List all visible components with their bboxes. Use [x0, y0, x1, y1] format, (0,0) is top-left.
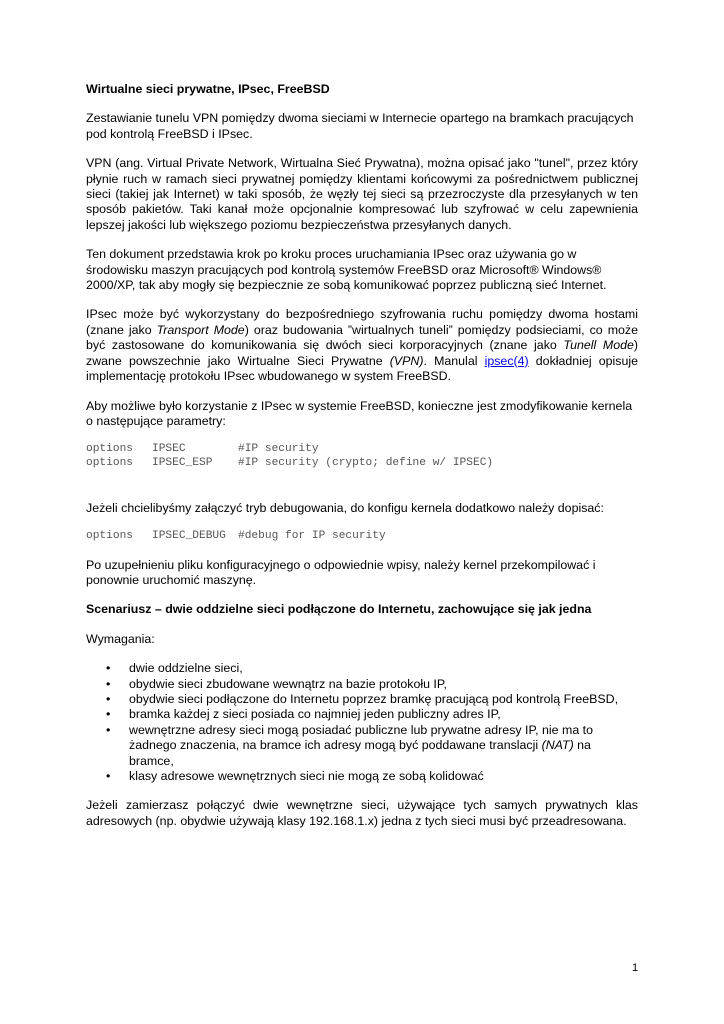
- tunnel-mode-term: Tunell Mode: [563, 338, 634, 353]
- list-item: • dwie oddzielne sieci,: [86, 661, 638, 676]
- list-item: [86, 723, 638, 769]
- requirements-label: Wymagania:: [86, 631, 155, 646]
- scenario-title: Scenariusz – dwie oddzielne sieci podłączone do Internetu, zachowujące się jak jedna: [86, 602, 592, 617]
- debug-option-code: [86, 530, 638, 544]
- code-comment: #IP security: [238, 443, 319, 456]
- code-comment: #IP security (crypto; define w/ IPSEC): [238, 456, 494, 469]
- vpn-term: (VPN): [389, 353, 424, 368]
- list-item: • obydwie sieci podłączone do Internetu poprzez bramkę pracującą pod kontrolą FreeBSD,: [86, 692, 638, 707]
- kernel-options-code: [86, 443, 638, 470]
- ipsec-text-2: ) oraz budowania ”wirtualnych tuneli” pomiędzy podsieciami, co może być zastosowane do komunikowania się dwóch sieci korporacyjnych (znane jako: [86, 322, 638, 353]
- code-line: [86, 457, 638, 471]
- vpn-paragraph: VPN (ang. Virtual Private Network, Wirtualna Sieć Prywatna), można opisać jako "tunel", przez który płynie ruch w ramach sieci prywatnej pomiędzy klientami końcowymi za pośrednictwem publicznej sieci (takiej jak Internet) w taki sposób, że węzły tej sieci są przezroczyste dla przesyłanych w ten sposób pakietów. Taki kanał może opcjonalnie kompresować lub szyfrować w celu zapewnienia lepszej jakości lub większego poziomu bezpieczeństwa przesyłanych danych.: [86, 156, 638, 232]
- intro-paragraph: Zestawianie tunelu VPN pomiędzy dwoma sieciami w Internecie opartego na bramkach pracujących pod kontrolą FreeBSD i IPsec.: [86, 111, 634, 141]
- ipsec-manual-link[interactable]: ipsec(4): [484, 353, 529, 368]
- final-paragraph: Jeżeli zamierzasz połączyć dwie wewnętrzne sieci, używające tych samych prywatnych klas adresowych (np. obydwie używają klasy 192.168.1.x) jedna z tych sieci musi być przeadresowana.: [86, 798, 638, 828]
- list-item: • obydwie sieci zbudowane wewnątrz na bazie protokołu IP,: [86, 677, 638, 692]
- page-number: 1: [632, 962, 639, 974]
- recompile-paragraph: Po uzupełnieniu pliku konfiguracyjnego o odpowiednie wpisy, należy kernel przekompilować i ponownie uruchomić maszynę.: [86, 557, 596, 587]
- code-comment: #debug for IP security: [238, 529, 386, 542]
- document-title: Wirtualne sieci prywatne, IPsec, FreeBSD: [86, 82, 330, 96]
- ipsec-text-1: IPsec może być wykorzystany do bezpośredniego szyfrowania ruchu pomiędzy dwoma hostami (znane jako: [86, 307, 638, 337]
- list-item-text-after: na bramce,: [129, 738, 591, 768]
- ipsec-text-5: dokładniej opisuje implementację protokołu IPsec wbudowanego w system FreeBSD.: [86, 353, 638, 384]
- ipsec-paragraph: [86, 307, 638, 384]
- ipsec-text-3: ) zwane powszechnie jako Wirtualne Sieci Prywatne: [86, 338, 639, 368]
- requirements-list: [86, 661, 638, 784]
- nat-term: (NAT): [541, 738, 574, 753]
- code-option: IPSEC_DEBUG: [152, 529, 226, 542]
- transport-mode-term: Transport Mode: [156, 322, 245, 337]
- list-item: • klasy adresowe wewnętrznych sieci nie mogą ze sobą kolidować: [86, 769, 638, 784]
- code-option: IPSEC: [152, 443, 186, 456]
- code-keyword: options: [86, 529, 133, 542]
- code-line: [86, 443, 638, 457]
- debug-paragraph: Jeżeli chcielibyśmy załączyć tryb debugowania, do konfigu kernela dodatkowo należy dopisać:: [86, 500, 604, 515]
- code-option: IPSEC_ESP: [152, 456, 213, 469]
- list-item: • bramka każdej z sieci posiada co najmniej jeden publiczny adres IP,: [86, 707, 638, 722]
- document-page: [86, 82, 638, 843]
- code-line: [86, 530, 638, 544]
- code-keyword: options: [86, 456, 133, 469]
- ipsec-text-4: . Manulal: [423, 353, 485, 368]
- code-keyword: options: [86, 443, 133, 456]
- kernel-paragraph: Aby możliwe było korzystanie z IPsec w systemie FreeBSD, konieczne jest zmodyfikowanie kernela o następujące parametry:: [86, 398, 633, 428]
- list-item-text: wewnętrzne adresy sieci mogą posiadać publiczne lub prywatne adresy IP, nie ma to żadnego znaczenia, na bramce ich adresy mogą być poddawane translacji: [129, 722, 593, 753]
- doc-paragraph: Ten dokument przedstawia krok po kroku proces uruchamiania IPsec oraz używania go w środowisku maszyn pracujących pod kontrolą systemów FreeBSD oraz Microsoft® Windows® 2000/XP, tak aby mogły się bezpiecznie ze sobą komunikować poprzez publiczną sieć Internet.: [86, 247, 607, 293]
